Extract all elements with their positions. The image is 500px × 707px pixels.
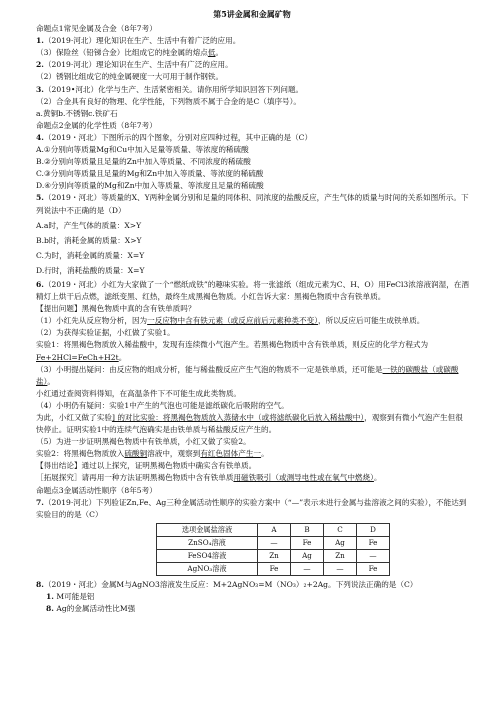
- question-number: 8.: [36, 579, 44, 589]
- question-text: （2019·河北）下列验证Zn,Fe、Ag三种金属活动性顺序的实验方案中（“—”表示未进行金属与盐溶液之间的实验），不能达到实验目的的是（C）: [36, 497, 467, 519]
- question-7: [34, 497, 470, 521]
- question-6-experiment-2: 实验2：将黑褐色物质放入硫酸铜溶液中，观察到有红色固体产生一。: [36, 449, 269, 459]
- question-4-option-d: D.④分别向等质量的Mg和Zn中加入等质量、等浓度且足量的稀硫酸: [36, 181, 264, 191]
- question-6: [34, 279, 470, 303]
- table-header-cell: D: [357, 523, 390, 536]
- question-text: （2019•河北）化学与生产、生活紧密相关。请你用所学知识回答下列问题。: [43, 84, 304, 94]
- table-header-row: [157, 523, 390, 536]
- table-cell: Fe: [258, 562, 291, 575]
- question-4-option-a: A.①分别向等质量Mg和Cu中加入足量等质量、等浓度的稀硫酸: [36, 145, 249, 155]
- question-5-option-a: A.a时，产生气体的质量：X>Y: [36, 220, 142, 230]
- table-cell: AgNO₃溶液: [157, 562, 258, 575]
- table-header-cell: A: [258, 523, 291, 536]
- question-8: [34, 579, 470, 591]
- table-header-cell: C: [324, 523, 357, 536]
- question-number: 1.: [36, 36, 44, 46]
- question-4: [34, 132, 470, 144]
- question-6-extension: ［拓展探究］请再用一种方法证明黑褐色物质中含有铁单质用磁铁吸引（或测导电性或在氧气中燃烧）。: [36, 473, 382, 483]
- answer-blank: 有红色固体产生一: [200, 449, 262, 459]
- question-4-option-b: B.②分别向等质量且足量的Zn中加入等质量、不同浓度的稀硫酸: [36, 157, 251, 167]
- question-text: （2019・河北）等质量的X、Y两种金属分别和足量的同体积、同浓度的盐酸反应，产生气体的质量与时间的关系如图所示。下列说法中不正确的是（D）: [36, 193, 469, 215]
- question-6-part-5: （5）为进一步证明黑褐色物质中有铁单质，小红又做了实验2。: [36, 437, 251, 447]
- table-row: [157, 549, 390, 562]
- table-cell: Fe: [357, 536, 390, 549]
- question-6-problem: 【提出问题】黑褐色物质中真的含有铁单质吗？: [36, 304, 196, 314]
- table-cell: Fe: [357, 562, 390, 575]
- answer-blank: 一反应物中含有铁元素（或反应前后元素种类不变）: [147, 316, 319, 326]
- table-cell: FeSO4溶液: [157, 549, 258, 562]
- question-number: 5.: [36, 193, 44, 203]
- table-cell: —: [324, 562, 357, 575]
- question-1: [34, 35, 470, 47]
- table-row: [157, 562, 390, 575]
- question-number: 4.: [36, 132, 44, 142]
- question-2-part-2: （2）锈钢比组成它的纯金属硬度一大可用于制作钢铁。: [36, 72, 224, 82]
- table-cell: Zn: [324, 549, 357, 562]
- section-heading-3: 命题点3金属活动性顺序（8年5考）: [36, 485, 157, 495]
- table-cell: —: [291, 562, 324, 575]
- question-text: （2019・河北）下图所示的四个图象，分别对应四种过程，其中正确的是（C）: [43, 132, 313, 142]
- question-text: （2019・河北）金属M与AgNO3溶液发生反应：M+2AgNO₃=M（NO₃）₂+2Ag。下列说法正确的是（C）: [43, 579, 418, 589]
- question-3: [34, 84, 470, 96]
- question-6-part-2: （2）为获得实验证据，小红做了实验1。: [36, 328, 175, 338]
- section-heading-2: 命题点2金属的化学性质（8年7考）: [36, 120, 157, 130]
- question-6-part-1: （1）小红先从反应物分析，因为一反应物中含有铁元素（或反应前后元素种类不变），所以反应后可能生成铁单质。: [36, 316, 425, 326]
- answer-blank: 一铁的碳酸盐（或碳酸盐）: [36, 364, 459, 386]
- question-text: （2019·河北）理论知识在生产、生活中有广泛的应用。: [43, 60, 233, 70]
- question-number: 6.: [36, 279, 44, 289]
- reaction-table: [156, 523, 390, 576]
- question-8-option-2: 8. Ag的金属活动性比M强: [46, 604, 136, 614]
- table-cell: Ag: [324, 536, 357, 549]
- question-text: （2019・河北）小红为大家做了一个“燃纸成铁”的趣味实验。将一张滤纸（组成元素为C、H、O）用FeCl3浓溶液润湿，在酒精灯上烘干后点燃，滤纸变黑、红热，最终生成黑褐色物质。小红告诉大家：黑褐色物质中含有铁单质。: [36, 279, 470, 302]
- question-6-part-4-experiment: 为此，小红又做了实验] 的对比实验：将黑褐色物质放入蒸储水中（或将滤纸碳化后放入稀盐酸中），观察到有微小气泡产生但很快停止。证明实验1中的连续气泡确实是由铁单质与稀盐酸反应产生的。: [36, 413, 463, 435]
- table-cell: —: [357, 549, 390, 562]
- question-number: 2.: [36, 60, 44, 70]
- section-heading-1: 命题点1常见金属及合金（8年7考）: [36, 24, 157, 34]
- question-number: 3.: [36, 84, 44, 94]
- question-5-option-c: C.为时，消耗金属的质量：X=Y: [36, 250, 145, 260]
- question-1-part-3: （3）保险丝（铅锑合金）比组成它的纯金属的熔点低。: [36, 48, 224, 58]
- question-8-option-1: 1. M可能是铝: [46, 591, 95, 601]
- question-text: （2019·河北）理化知识在生产、生活中有着广泛的应用。: [43, 36, 241, 46]
- question-number: 7.: [36, 497, 44, 507]
- table-cell: Fe: [291, 536, 324, 549]
- question-5-option-d: D.行时，消耗盐酸的质量：X=Y: [36, 265, 145, 275]
- question-5-option-b: B.b时，消耗金属的质量：X>Y: [36, 235, 142, 245]
- question-5: [34, 192, 470, 216]
- question-6-part-4: （4）小明仍有疑问：实验1中产生的气泡也可能是滤纸碳化后吸附的空气。: [36, 400, 289, 410]
- table-cell: Zn: [258, 549, 291, 562]
- question-2: [34, 59, 470, 71]
- question-3-options: a.黄铜b.不锈钢c.铁矿石: [36, 108, 118, 118]
- answer-blank: 硫酸铜: [124, 449, 148, 459]
- table-cell: ZnSO₄溶液: [157, 536, 258, 549]
- table-cell: —: [258, 536, 291, 549]
- answer-blank: Fe+2HCl=FeCh+H2t: [36, 352, 119, 362]
- answer-blank: 低: [207, 48, 216, 58]
- question-6-part-3: （3）小明提出疑问：由反应物的组成分析，能与稀盐酸反应产生气泡的物质不一定是铁单质，还可能是一铁的碳酸盐（或碳酸盐）。: [36, 364, 459, 386]
- page-title: 第5讲金属和金属矿物: [213, 9, 291, 19]
- question-6-info: 小红通过查阅资料得知，在高温条件下不可能生成此类物质。: [36, 388, 242, 398]
- table-header-cell: 选项金属盐溶液: [157, 523, 258, 536]
- table-cell: Ag: [291, 549, 324, 562]
- answer-blank: 将黑褐色物质放入蒸储水中（或将滤纸碳化后放入稀盐酸中）: [162, 413, 365, 422]
- question-3-part-2: （2）合金具有良好的物理、化学性能，下列物质不属于合金的是C（填序号）。: [36, 96, 302, 106]
- table-row: [157, 536, 390, 549]
- question-4-option-c: C.③分别向等质量且足量的Mg和Zn中加入等质量、等浓度的稀硫酸: [36, 169, 264, 179]
- question-6-experiment-1: 实验1：将黑褐色物质放入稀盐酸中，发现有连续微小气泡产生。若黑褐色物质中含有铁单质，则反应的化学方程式为Fe+2HCl=FeCh+H2t。: [36, 340, 429, 362]
- answer-blank: 用磁铁吸引（或测导电性或在氧气中燃烧）: [233, 473, 374, 483]
- question-6-conclusion: 【得出结论】通过以上探究，证明黑褐色物质中确实含有铁单质。: [36, 461, 257, 471]
- table-header-cell: B: [291, 523, 324, 536]
